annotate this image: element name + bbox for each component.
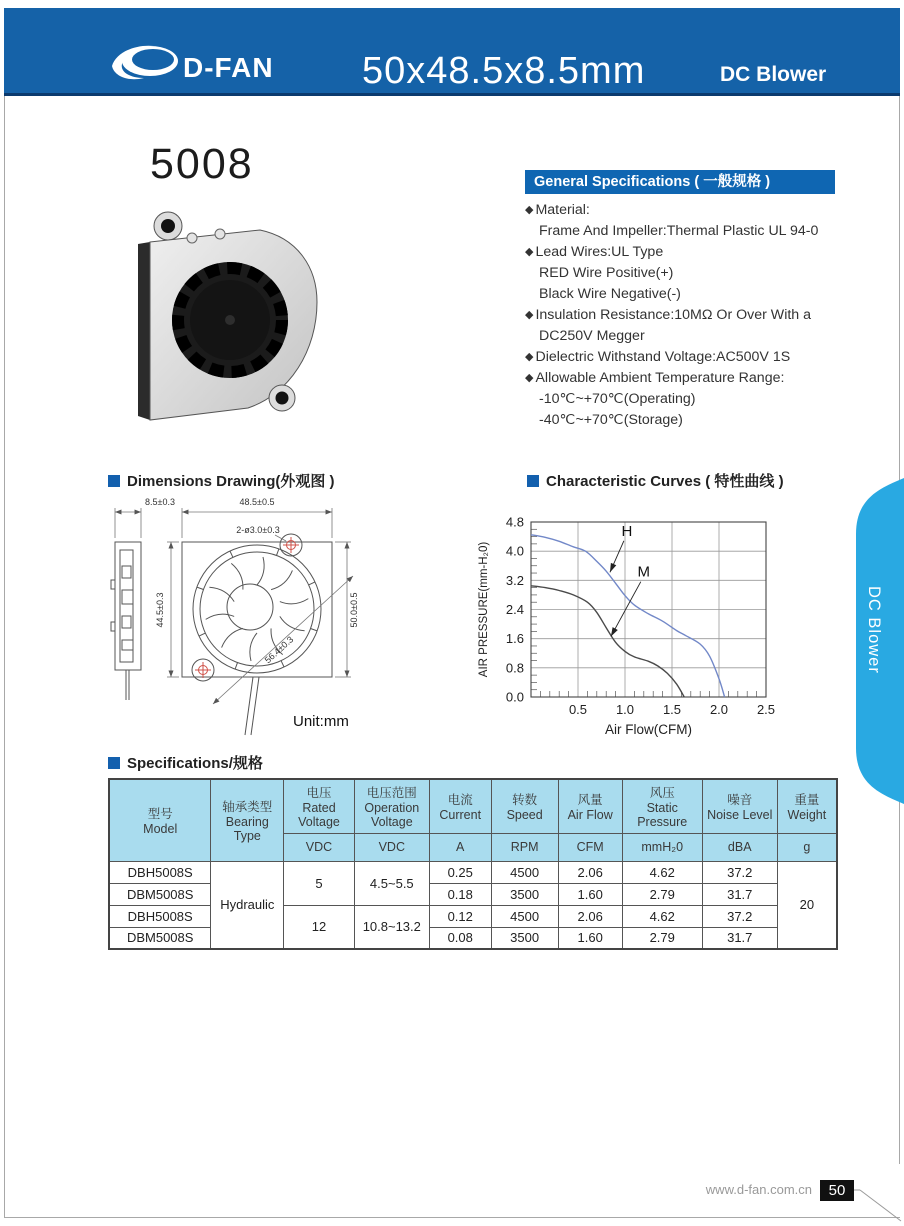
table-cell: 2.79 — [622, 883, 702, 905]
table-row — [109, 861, 837, 883]
curve-M — [531, 586, 684, 697]
table-cell: 0.12 — [429, 905, 491, 927]
table-cell: 4.62 — [622, 861, 702, 883]
table-cell: 4.62 — [622, 905, 702, 927]
y-tick-label: 3.2 — [505, 572, 524, 588]
spec-line-text: Frame And Impeller:Thermal Plastic UL 94-0 — [539, 223, 819, 239]
weight-cell: 20 — [777, 861, 837, 949]
column-unit: g — [777, 833, 837, 861]
column-unit: CFM — [558, 833, 622, 861]
column-header: 电压范围 Operation Voltage — [354, 779, 429, 833]
table-cell: 37.2 — [702, 905, 777, 927]
section-bullet-icon — [527, 475, 539, 487]
section-dimensions-label: Dimensions Drawing(外观图 ) — [127, 473, 335, 490]
model-cell: DBM5008S — [109, 883, 211, 905]
dim-width: 48.5±0.5 — [239, 497, 275, 507]
section-dimensions-drawing — [108, 470, 335, 491]
column-header: 转数 Speed — [491, 779, 558, 833]
y-tick-label: 2.4 — [505, 602, 524, 617]
y-tick-label: 0.8 — [505, 660, 524, 676]
x-tick-label: 0.5 — [568, 702, 588, 717]
rated-voltage-cell: 5 — [284, 861, 355, 905]
spec-line-text: Dielectric Withstand Voltage:AC500V 1S — [535, 349, 791, 365]
spec-line-text: Allowable Ambient Temperature Range: — [535, 370, 785, 386]
spec-line — [525, 284, 865, 305]
page-title: 50x48.5x8.5mm — [362, 50, 646, 92]
table-cell: 0.25 — [429, 861, 491, 883]
x-tick-label: 1.0 — [615, 702, 635, 717]
section-bullet-icon — [108, 475, 120, 487]
table-cell: 2.06 — [558, 905, 622, 927]
diamond-bullet-icon: ◆ — [525, 351, 534, 363]
product-photo — [130, 202, 330, 434]
x-tick-label: 2.0 — [709, 702, 729, 717]
model-cell: DBH5008S — [109, 861, 211, 883]
column-header: 风压 Static Pressure — [622, 779, 702, 833]
x-tick-label: 1.5 — [662, 702, 682, 717]
section-specifications — [108, 752, 263, 773]
spec-line — [525, 326, 865, 347]
column-header: 电压 Rated Voltage — [284, 779, 355, 833]
front-view — [182, 534, 332, 735]
y-tick-label: 1.6 — [505, 631, 524, 647]
characteristic-curves-chart — [475, 500, 795, 750]
header-bar — [4, 8, 900, 96]
x-axis-title: Air Flow(CFM) — [605, 722, 692, 737]
side-tab-label: DC Blower — [865, 586, 883, 674]
model-cell: DBH5008S — [109, 905, 211, 927]
dimensions-drawing — [95, 492, 485, 747]
column-header: 型号 Model — [109, 779, 211, 861]
table-cell: 3500 — [491, 927, 558, 949]
unit-label: Unit:mm — [293, 713, 349, 730]
table-cell: 2.79 — [622, 927, 702, 949]
general-specs-list — [525, 200, 865, 431]
curve-label-H: H — [621, 522, 633, 540]
chart-svg — [475, 500, 795, 745]
spec-line — [525, 200, 865, 221]
section-specifications-label: Specifications/规格 — [127, 755, 263, 772]
operation-voltage-cell: 4.5~5.5 — [354, 861, 429, 905]
bearing-cell: Hydraulic — [211, 861, 284, 949]
table-cell: 2.06 — [558, 861, 622, 883]
table-cell: 1.60 — [558, 883, 622, 905]
dim-diagonal: 56.4±0.3 — [262, 634, 296, 666]
table-cell: 31.7 — [702, 883, 777, 905]
diamond-bullet-icon: ◆ — [525, 246, 534, 258]
spec-line — [525, 389, 865, 410]
spec-line-text: RED Wire Positive(+) — [539, 265, 674, 281]
column-header: 噪音 Noise Level — [702, 779, 777, 833]
annotation-arrowhead — [610, 563, 616, 572]
spec-line-text: -10℃~+70℃(Operating) — [539, 391, 696, 407]
spec-line-text: DC250V Megger — [539, 328, 645, 344]
brand-name: D-FAN — [183, 52, 274, 83]
spec-line-text: Black Wire Negative(-) — [539, 286, 681, 302]
model-cell: DBM5008S — [109, 927, 211, 949]
page-number-badge: 50 — [820, 1180, 854, 1201]
y-tick-label: 4.8 — [505, 514, 524, 530]
website-url: www.d-fan.com.cn — [705, 1182, 812, 1197]
table-cell: 4500 — [491, 905, 558, 927]
specifications-table — [108, 778, 838, 950]
product-type-label: DC Blower — [720, 63, 827, 86]
column-unit: A — [429, 833, 491, 861]
annotation-arrow-line — [611, 582, 641, 637]
spec-line-text: Material: — [535, 202, 590, 218]
y-tick-label: 4.0 — [505, 543, 524, 559]
general-specs-title: General Specifications ( 一般规格 ) — [525, 170, 835, 194]
section-curves-label: Characteristic Curves ( 特性曲线 ) — [546, 473, 784, 490]
table-cell: 4500 — [491, 861, 558, 883]
column-header: 电流 Current — [429, 779, 491, 833]
table-cell: 31.7 — [702, 927, 777, 949]
dim-holes: 2-ø3.0±0.3 — [236, 525, 280, 535]
spec-line — [525, 221, 865, 242]
curve-H — [531, 535, 725, 697]
diamond-bullet-icon: ◆ — [525, 372, 534, 384]
spec-line — [525, 347, 865, 368]
table-cell: 0.08 — [429, 927, 491, 949]
dimension-lines — [115, 508, 353, 704]
table-cell: 37.2 — [702, 861, 777, 883]
operation-voltage-cell: 10.8~13.2 — [354, 905, 429, 949]
corner-cut-decoration — [815, 1180, 904, 1226]
column-unit: mmH₂0 — [622, 833, 702, 861]
x-tick-label: 2.5 — [756, 702, 776, 717]
spec-line-text: -40℃~+70℃(Storage) — [539, 412, 683, 428]
dfan-logo-icon — [110, 42, 182, 82]
rated-voltage-cell: 12 — [284, 905, 355, 949]
column-header: 风量 Air Flow — [558, 779, 622, 833]
y-tick-label: 0.0 — [505, 689, 524, 705]
column-unit: dBA — [702, 833, 777, 861]
column-unit: VDC — [354, 833, 429, 861]
column-header: 重量 Weight — [777, 779, 837, 833]
diamond-bullet-icon: ◆ — [525, 204, 534, 216]
column-unit: RPM — [491, 833, 558, 861]
spec-line-text: Insulation Resistance:10MΩ Or Over With a — [535, 307, 812, 323]
y-axis-title: AIR PRESSURE(mm-H₂0) — [478, 541, 490, 678]
spec-line — [525, 263, 865, 284]
side-view — [111, 542, 141, 700]
spec-line — [525, 305, 865, 326]
dim-outer: 50.0±0.5 — [349, 592, 359, 628]
section-bullet-icon — [108, 757, 120, 769]
model-number: 5008 — [150, 140, 254, 188]
table-cell: 3500 — [491, 883, 558, 905]
section-characteristic-curves — [527, 470, 784, 491]
table-cell: 1.60 — [558, 927, 622, 949]
spec-line — [525, 410, 865, 431]
spec-line-text: Lead Wires:UL Type — [535, 244, 664, 260]
dim-height: 44.5±0.3 — [155, 592, 165, 628]
spec-line — [525, 368, 865, 389]
dim-thickness: 8.5±0.3 — [145, 497, 175, 507]
table-cell: 0.18 — [429, 883, 491, 905]
spec-line — [525, 242, 865, 263]
diamond-bullet-icon: ◆ — [525, 309, 534, 321]
annotation-arrowhead — [611, 627, 618, 636]
column-unit: VDC — [284, 833, 355, 861]
column-header: 轴承类型 Bearing Type — [211, 779, 284, 861]
curve-label-M: M — [637, 563, 651, 581]
